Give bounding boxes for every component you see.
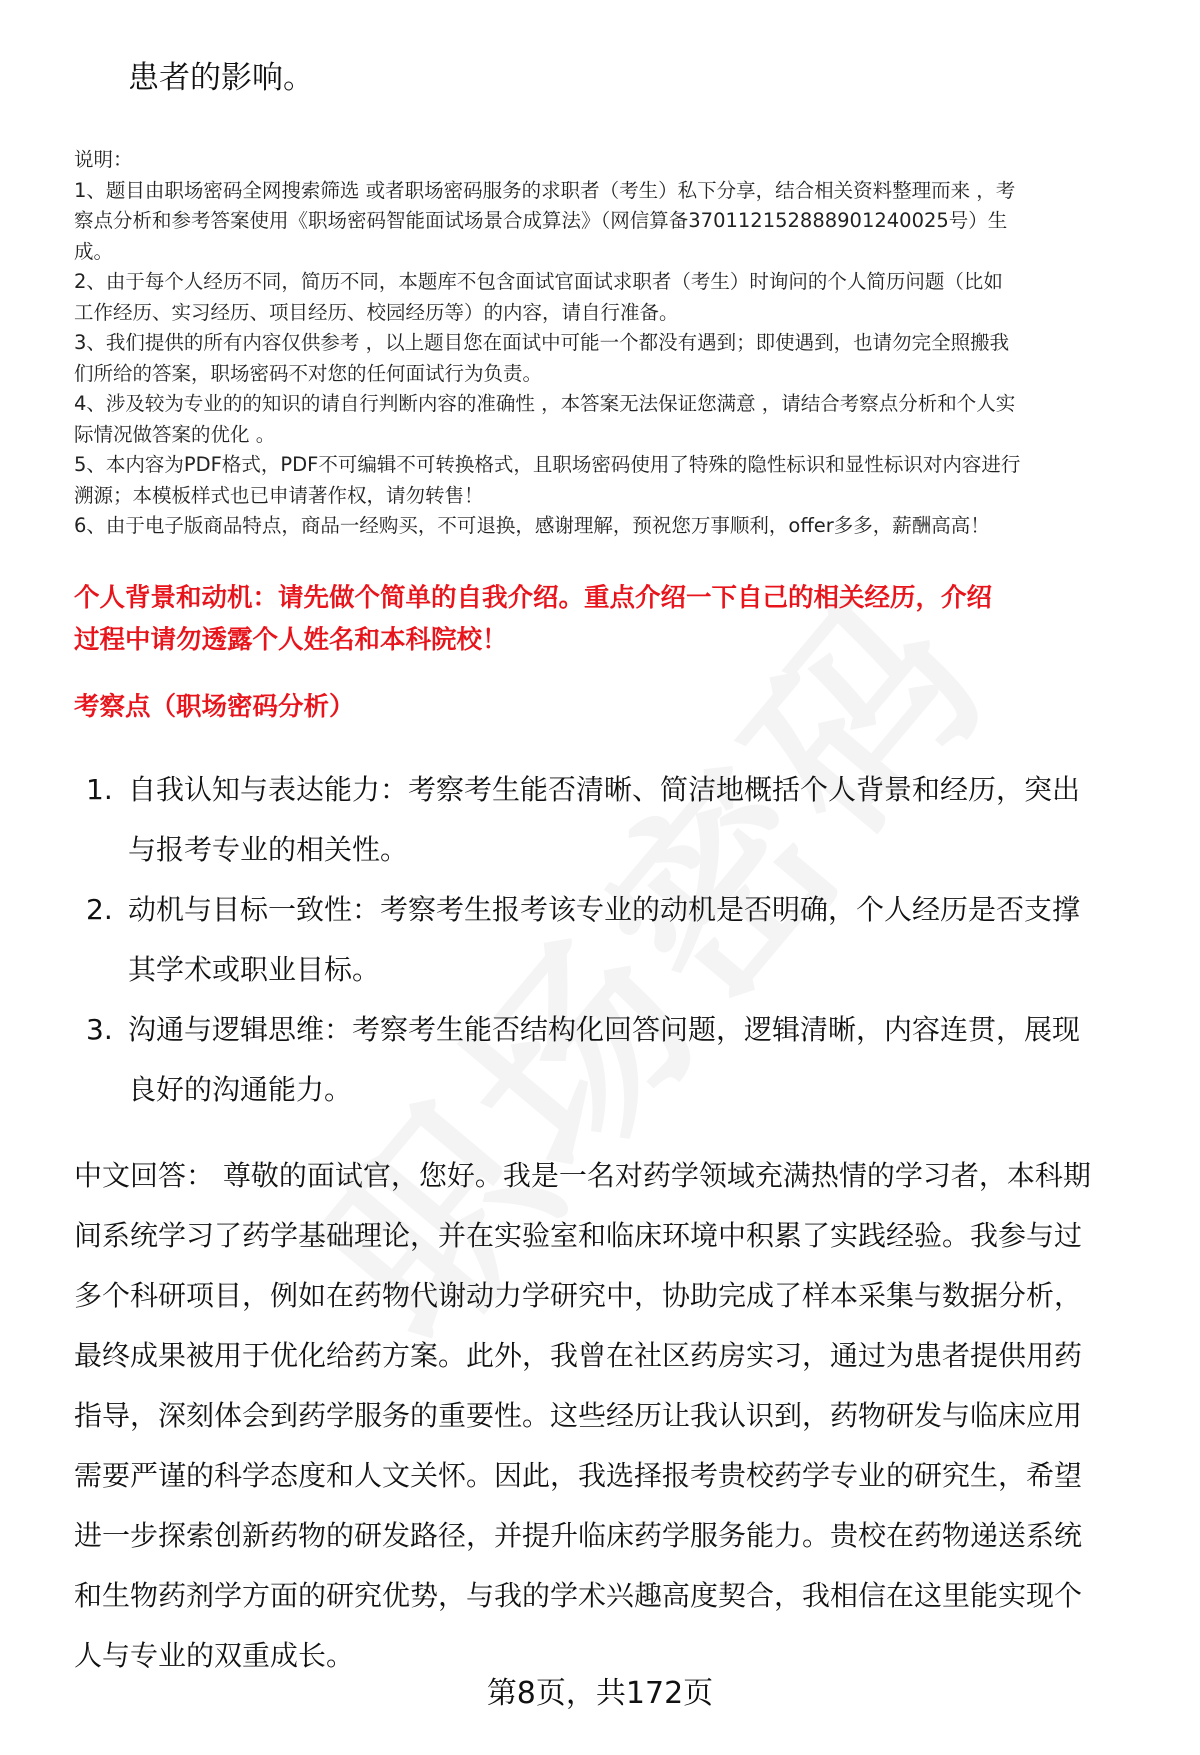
answer-line: 多个科研项目，例如在药物代谢动力学研究中，协助完成了样本采集与数据分析，: [74, 1279, 1083, 1312]
item-line: 沟通与逻辑思维：考察考生能否结构化回答问题，逻辑清晰，内容连贯，展现: [128, 1013, 1081, 1046]
list-item: [74, 1000, 1154, 1120]
answer-line: 间系统学习了药学基础理论，并在实验室和临床环境中积累了实践经验。我参与过: [74, 1219, 1083, 1252]
item-line: 动机与目标一致性：考察考生报考该专业的动机是否明确，个人经历是否支撑: [128, 893, 1081, 926]
question-heading: [74, 577, 1164, 661]
answer-paragraph: [74, 1146, 1154, 1686]
item-line: 自我认知与表达能力：考察考生能否清晰、简洁地概括个人背景和经历，突出: [128, 773, 1081, 806]
notes-line: 们所给的答案，职场密码不对您的任何面试行为负责。: [74, 361, 543, 385]
notes-line: 2、由于每个人经历不同，简历不同，本题库不包含面试官面试求职者（考生）时询问的个人简历问题（比如: [74, 270, 1003, 293]
item-line: 其学术或职业目标。: [128, 953, 381, 986]
answer-line: 需要严谨的科学态度和人文关怀。因此，我选择报考贵校药学专业的研究生，希望: [74, 1459, 1083, 1492]
page-number: 第8页，共172页: [486, 1676, 714, 1711]
key-points-heading: 考察点（职场密码分析）: [74, 692, 355, 722]
answer-line: 最终成果被用于优化给药方案。此外，我曾在社区药房实习，通过为患者提供用药: [74, 1339, 1083, 1372]
list-item: [74, 760, 1154, 880]
answer-line: 中文回答： 尊敬的面试官，您好。我是一名对药学领域充满热情的学习者，本科期: [74, 1159, 1091, 1192]
notes-line: 工作经历、实习经历、项目经历、校园经历等）的内容，请自行准备。: [74, 300, 679, 324]
notes-line: 1、题目由职场密码全网搜索筛选 或者职场密码服务的求职者（考生）私下分享，结合相关资料整理而来 ，考: [74, 178, 1016, 202]
list-item: [74, 880, 1154, 1000]
item-line: 良好的沟通能力。: [128, 1073, 353, 1106]
notes-line: 6、由于电子版商品特点，商品一经购买，不可退换，感谢理解，预祝您万事顺利，offer多多，薪酬高高！: [74, 514, 990, 537]
answer-line: 人与专业的双重成长。: [74, 1639, 355, 1672]
answer-line: 和生物药剂学方面的研究优势，与我的学术兴趣高度契合，我相信在这里能实现个: [74, 1579, 1083, 1612]
notes-title: 说明：: [74, 148, 133, 171]
key-points-list: [74, 760, 1154, 1120]
answer-line: 进一步探索创新药物的研发路径，并提升临床药学服务能力。贵校在药物递送系统: [74, 1519, 1083, 1552]
notes-line: 3、我们提供的所有内容仅供参考 ，以上题目您在面试中可能一个都没有遇到；即使遇到，也请勿完全照搬我: [74, 331, 1010, 354]
notes-line: 溯源；本模板样式也已申请著作权，请勿转售！: [74, 483, 484, 507]
item-number: 2.: [86, 893, 113, 926]
previous-answer-tail: 患者的影响。: [128, 60, 314, 96]
notes-line: 成。: [74, 239, 114, 263]
question-line: 个人背景和动机：请先做个简单的自我介绍。重点介绍一下自己的相关经历，介绍: [74, 583, 993, 613]
item-number: 1.: [86, 773, 113, 806]
question-line: 过程中请勿透露个人姓名和本科院校！: [74, 625, 508, 655]
notes-line: 察点分析和参考答案使用《职场密码智能面试场景合成算法》（网信算备370112152888901240025号）生: [74, 209, 1008, 232]
disclaimer-notes: [74, 145, 1154, 542]
item-number: 3.: [86, 1013, 113, 1046]
answer-line: 指导，深刻体会到药学服务的重要性。这些经历让我认识到，药物研发与临床应用: [74, 1399, 1083, 1432]
notes-line: 4、涉及较为专业的的知识的请自行判断内容的准确性 ，本答案无法保证您满意 ，请结合考察点分析和个人实: [74, 392, 1016, 415]
item-line: 与报考专业的相关性。: [128, 833, 409, 866]
notes-line: 际情况做答案的优化 。: [74, 422, 276, 446]
notes-line: 5、本内容为PDF格式，PDF不可编辑不可转换格式，且职场密码使用了特殊的隐性标识和显性标识对内容进行: [74, 453, 1021, 476]
